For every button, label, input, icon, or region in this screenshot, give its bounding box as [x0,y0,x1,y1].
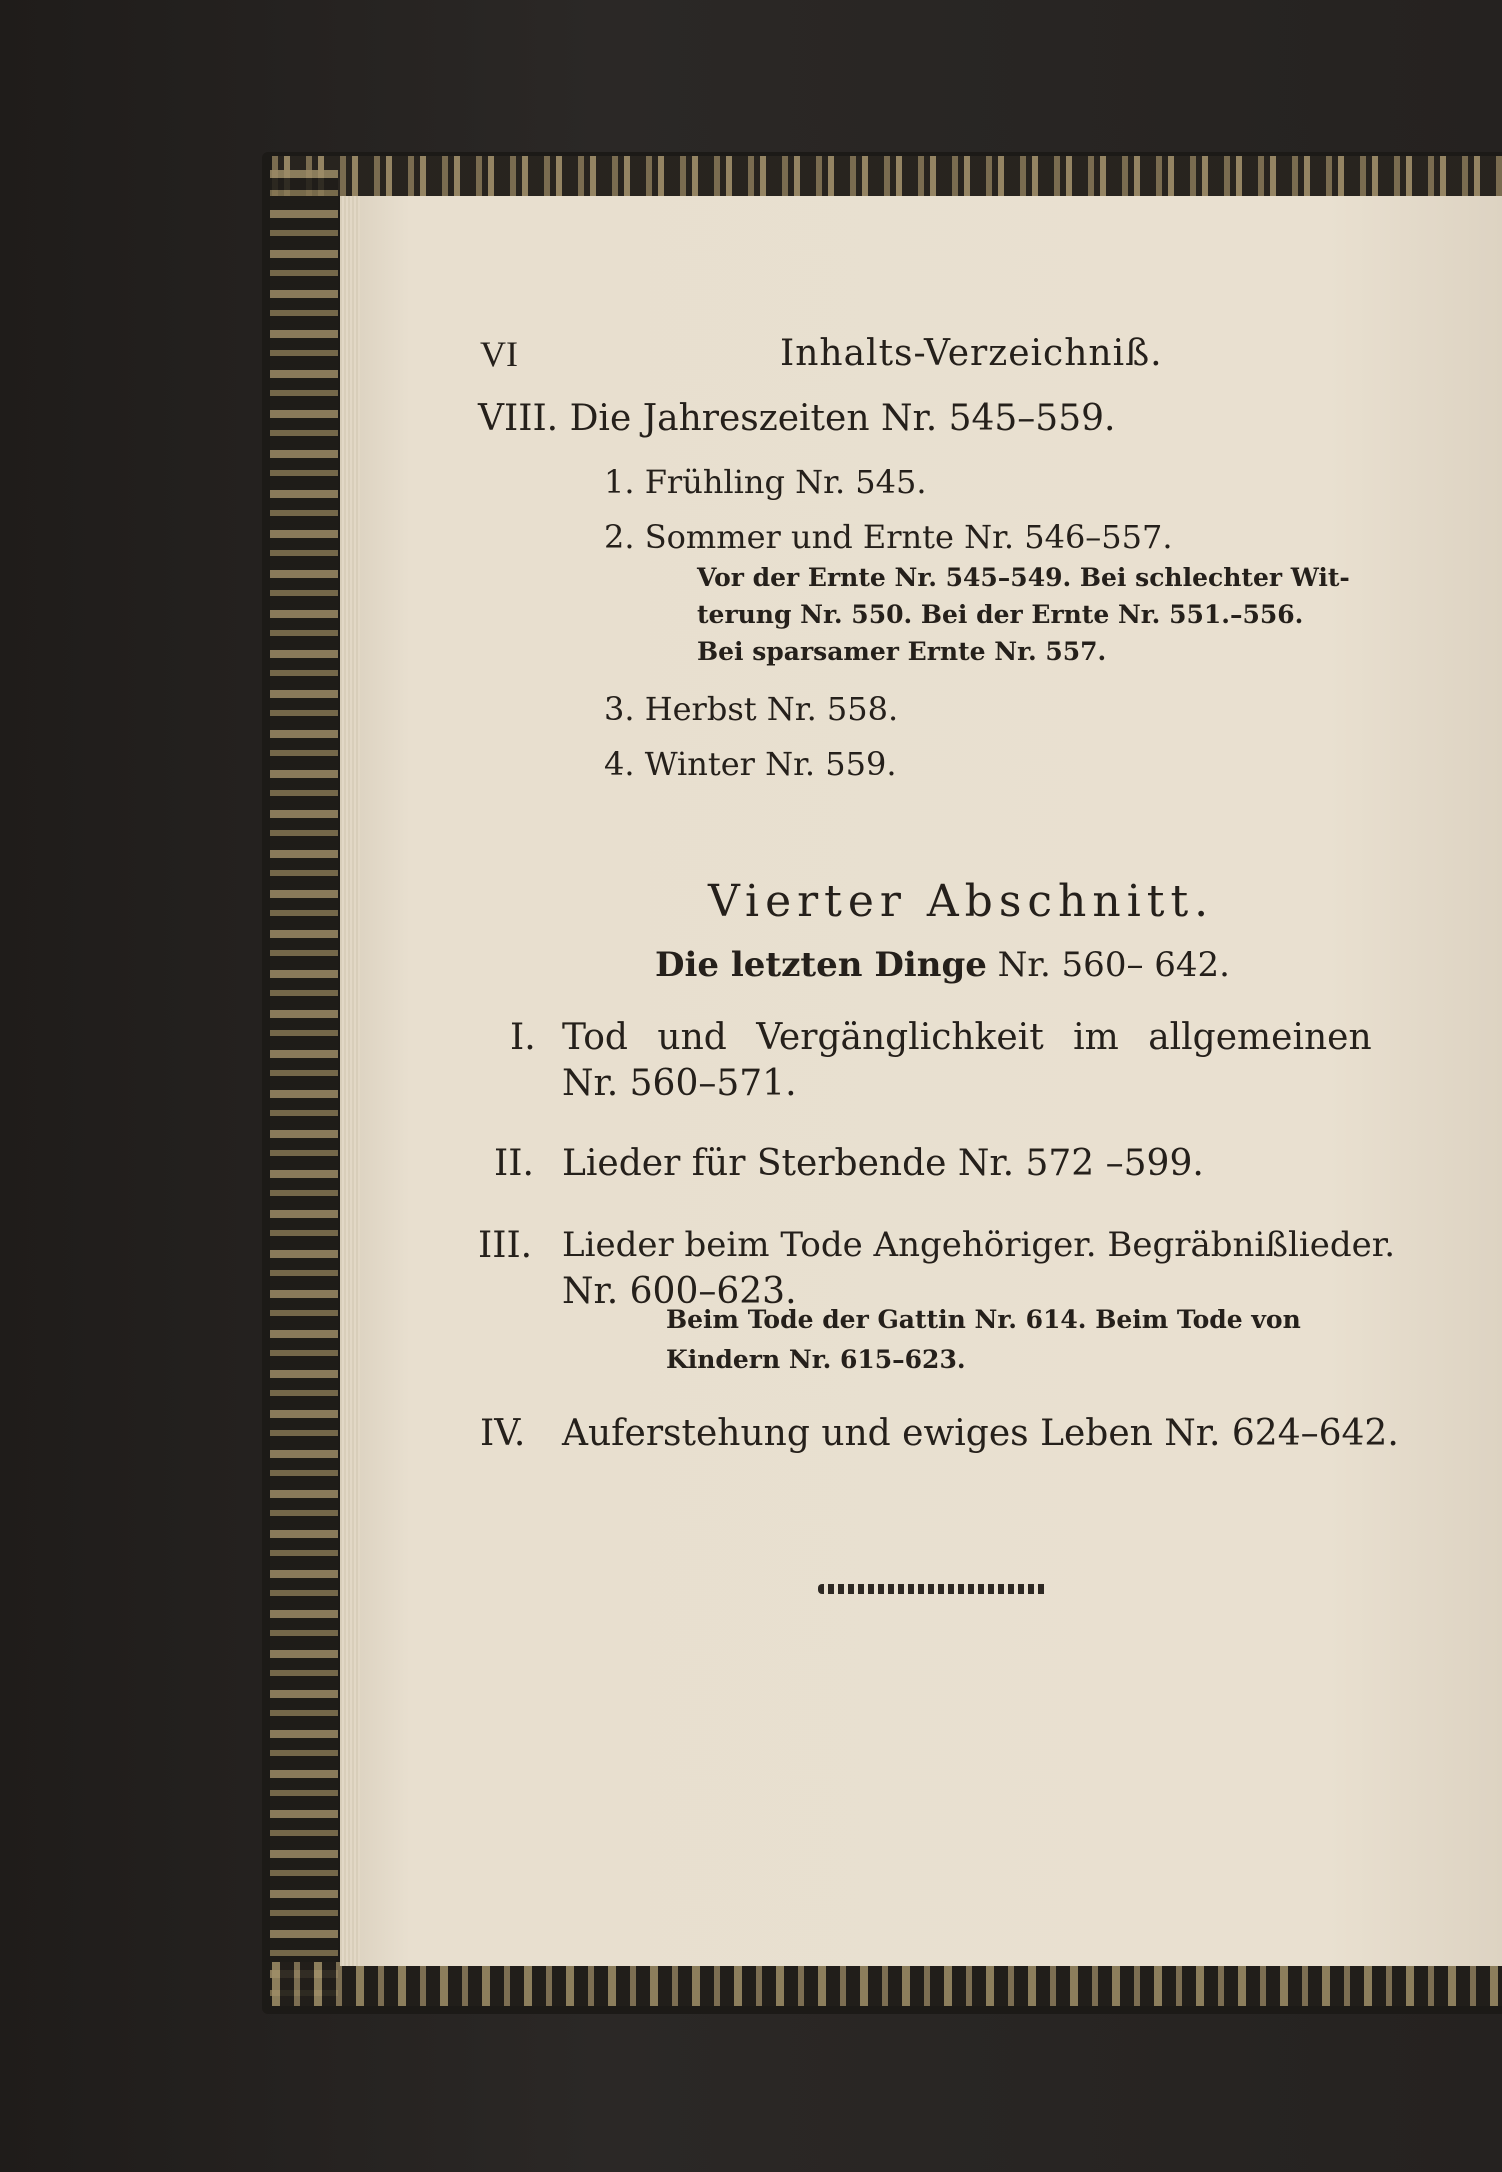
toc-note-line: terung Nr. 550. Bei der Ernte Nr. 551.–556. [697,600,1304,629]
entry-note-line: Kindern Nr. 615–623. [666,1345,966,1374]
section-subtitle-bold: Die letzten Dinge [655,945,987,985]
book-page [340,196,1502,1966]
item-text: Frühling Nr. 545. [644,463,927,501]
item-text: Sommer und Ernte Nr. 546–557. [644,518,1173,556]
entry-numeral: I. [510,1017,536,1058]
item-numeral: 1. [604,463,635,501]
entry-note-line: Beim Tode der Gattin Nr. 614. Beim Tode von [666,1305,1301,1334]
item-text: Herbst Nr. 558. [644,690,899,728]
item-text: Die Jahreszeiten Nr. 545–559. [569,398,1116,439]
entry-numeral: IV. [480,1413,526,1454]
cover-ornament-bottom [272,1962,1502,2006]
toc-item-3 [604,690,898,728]
toc-note-line: Vor der Ernte Nr. 545–549. Bei schlechter Wit- [697,563,1350,592]
entry-numeral: II. [494,1143,534,1184]
item-numeral: 4. [604,745,635,783]
toc-item-viii [478,398,1115,439]
toc-note-line: Bei sparsamer Ernte Nr. 557. [697,637,1107,666]
entry-line: Lieder beim Tode Angehöriger. Begräbnißlieder. [562,1225,1396,1265]
section-subtitle-range: Nr. 560– 642. [997,945,1230,985]
page-header-title: Inhalts-Verzeichniß. [780,333,1163,374]
page-edges [340,196,360,1966]
entry-line: Nr. 560–571. [562,1063,797,1104]
section-title: Vierter Abschnitt. [708,876,1215,927]
item-numeral: 3. [604,690,635,728]
entry-line: Lieder für Sterbende Nr. 572 –599. [562,1143,1204,1184]
entry-line: Tod und Vergänglichkeit im allgemeinen [562,1017,1372,1058]
cover-ornament-left [270,170,338,2000]
toc-item-2 [604,518,1173,556]
item-text: Winter Nr. 559. [644,745,897,783]
cover-ornament-top [272,156,1502,196]
decorative-rule [818,1584,1048,1594]
page-number: VI [480,334,518,374]
entry-numeral: III. [478,1225,533,1266]
section-subtitle [655,945,1230,985]
item-numeral: VIII. [478,398,559,439]
item-numeral: 2. [604,518,635,556]
entry-line: Auferstehung und ewiges Leben Nr. 624–642. [562,1413,1399,1454]
toc-item-4 [604,745,897,783]
entry-line: Nr. 600–623. [562,1271,797,1312]
toc-item-1 [604,463,927,501]
